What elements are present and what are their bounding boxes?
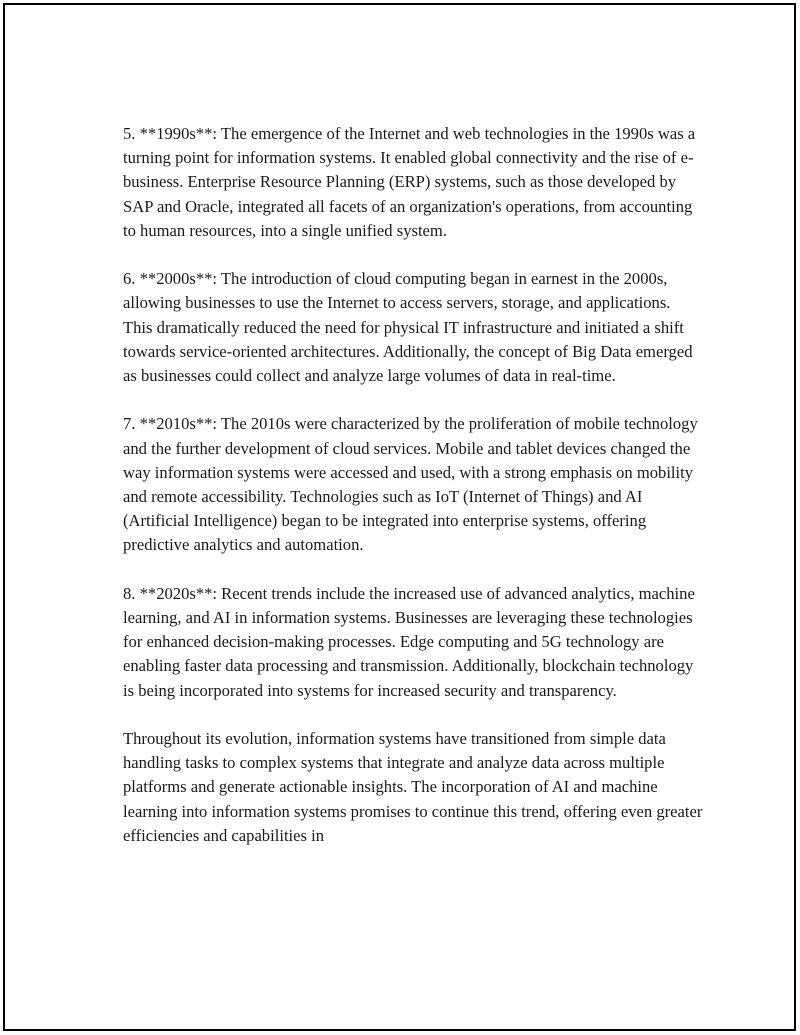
paragraph-1990s: 5. **1990s**: The emergence of the Internet and web technologies in the 1990s was a turning point for information systems. It enabled global connectivity and the rise of e-business. Enterprise Resource Planning (ERP) systems, such as those developed by SAP and Oracle, integrated all facets of an organization's operations, from accounting to human resources, into a single unified system. bbox=[123, 124, 696, 240]
page-frame bbox=[3, 3, 796, 1031]
paragraph-2000s: 6. **2000s**: The introduction of cloud computing began in earnest in the 2000s, allowing businesses to use the Internet to access servers, storage, and applications. This dramatically reduced the need for physical IT infrastructure and initiated a shift towards service-oriented architectures. Additionally, the concept of Big Data emerged as businesses could collect and analyze large volumes of data in real-time. bbox=[123, 269, 693, 386]
paragraph-conclusion: Throughout its evolution, information systems have transitioned from simple data handling tasks to complex systems that integrate and analyze data across multiple platforms and generate actionable insights. The incorporation of AI and machine learning into information systems promises to continue this trend, offering even greater efficiencies and capabilities in bbox=[123, 729, 703, 845]
paragraph-2020s: 8. **2020s**: Recent trends include the increased use of advanced analytics, machine learning, and AI in information systems. Businesses are leveraging these technologies for enhanced decision-making processes. Edge computing and 5G technology are enabling faster data processing and transmission. Additionally, blockchain technology is being incorporated into systems for increased security and transparency. bbox=[123, 583, 695, 700]
paragraph-2010s: 7. **2010s**: The 2010s were characterized by the proliferation of mobile technology and the further development of cloud services. Mobile and tablet devices changed the way information systems were accessed and used, with a strong emphasis on mobility and remote accessibility. Technologies such as IoT (Internet of Things) and AI (Artificial Intelligence) began to be integrated into enterprise systems, offering predictive analytics and automation. bbox=[123, 414, 698, 555]
document-body bbox=[123, 122, 703, 848]
